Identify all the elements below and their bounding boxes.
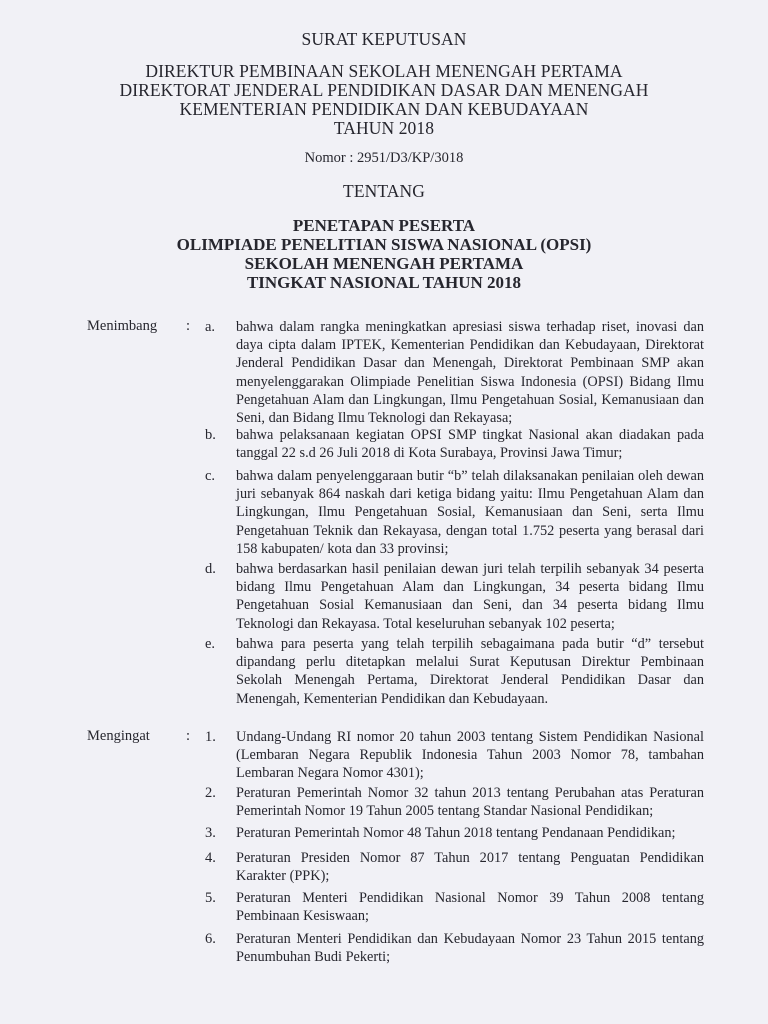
item-text: bahwa para peserta yang telah terpilih sebagaimana pada butir “d” tersebut dipandang perlu ditetapkan melalui Surat Keputusan Direktur Pembinaan Sekolah Menengah Pertama, Direktorat Jenderal Pendidikan Dasar dan Menengah, Kementerian Pendidikan dan Kebudayaan. xyxy=(236,636,704,707)
subject-line-4: TINGKAT NASIONAL TAHUN 2018 xyxy=(246,273,522,292)
menimbang-colon: : xyxy=(186,318,191,334)
item-text: bahwa pelaksanaan kegiatan OPSI SMP tingkat Nasional akan diadakan pada tanggal 22 s.d 26 Juli 2018 di Kota Surabaya, Provinsi Jawa Timur; xyxy=(236,427,704,462)
item-text: Peraturan Pemerintah Nomor 32 tahun 2013 tentang Perubahan atas Peraturan Pemerintah Nomor 19 Tahun 2005 tentang Standar Nasional Pendidikan; xyxy=(236,785,704,820)
menimbang-label: Menimbang xyxy=(87,318,158,334)
subject-line-3: SEKOLAH MENENGAH PERTAMA xyxy=(244,254,524,273)
mengingat-label: Mengingat xyxy=(87,728,150,744)
item-marker: c. xyxy=(205,468,216,484)
item-marker: b. xyxy=(205,427,216,443)
item-marker: 4. xyxy=(205,850,216,866)
item-marker: 3. xyxy=(205,825,216,841)
issuer-line-2: DIREKTORAT JENDERAL PENDIDIKAN DASAR DAN MENENGAH xyxy=(119,80,649,100)
item-text: Peraturan Pemerintah Nomor 48 Tahun 2018 tentang Pendanaan Pendidikan; xyxy=(236,825,676,841)
item-marker: a. xyxy=(205,319,216,335)
mengingat-colon: : xyxy=(186,728,191,744)
item-marker: e. xyxy=(205,636,216,652)
item-text: Peraturan Presiden Nomor 87 Tahun 2017 tentang Penguatan Pendidikan Karakter (PPK); xyxy=(236,850,704,885)
item-text: Peraturan Menteri Pendidikan dan Kebudayaan Nomor 23 Tahun 2015 tentang Penumbuhan Budi Pekerti; xyxy=(236,931,704,966)
item-marker: 1. xyxy=(205,729,216,745)
subject-line-2: OLIMPIADE PENELITIAN SISWA NASIONAL (OPSI) xyxy=(176,235,592,254)
item-text: Undang-Undang RI nomor 20 tahun 2003 tentang Sistem Pendidikan Nasional (Lembaran Negara Republik Indonesia Tahun 2003 Nomor 78, tambahan Lembaran Negara Nomor 4301); xyxy=(236,729,704,782)
subject-line-1: PENETAPAN PESERTA xyxy=(292,216,476,235)
tentang-heading: TENTANG xyxy=(343,181,425,201)
item-text: bahwa berdasarkan hasil penilaian dewan juri telah terpilih sebanyak 34 peserta bidang Ilmu Pengetahuan Alam dan Lingkungan, 34 peserta bidang Ilmu Pengetahuan Sosial Kemanusiaan dan Seni, dan 34 peserta bidang Ilmu Teknologi dan Rekayasa. Total keseluruhan sebanyak 102 peserta; xyxy=(236,561,704,632)
item-text: bahwa dalam rangka meningkatkan apresiasi siswa terhadap riset, inovasi dan daya cipta dalam IPTEK, Kementerian Pendidikan dan Kebudayaan, Direktorat Jenderal Pendidikan Dasar dan Menengah, Direktorat Pembinaan SMP akan menyelenggarakan Olimpiade Penelitian Siswa Indonesia (OPSI) Bidang Ilmu Pengetahuan Alam dan Lingkungan, Ilmu Pengetahuan Sosial, Kemanusiaan dan Seni, dan Bidang Ilmu Teknologi dan Rekayasa; xyxy=(236,319,704,427)
item-text: Peraturan Menteri Pendidikan Nasional Nomor 39 Tahun 2008 tentang Pembinaan Kesiswaan; xyxy=(236,890,704,925)
item-marker: d. xyxy=(205,561,216,577)
item-marker: 5. xyxy=(205,890,216,906)
document-title: SURAT KEPUTUSAN xyxy=(301,29,467,49)
issuer-line-1: DIREKTUR PEMBINAAN SEKOLAH MENENGAH PERTAMA xyxy=(145,61,623,81)
item-marker: 6. xyxy=(205,931,216,947)
item-marker: 2. xyxy=(205,785,216,801)
item-text: bahwa dalam penyelenggaraan butir “b” telah dilaksanakan penilaian oleh dewan juri sebanyak 864 naskah dari ketiga bidang yaitu: Ilmu Pengetahuan Alam dan Lingkungan, Ilmu Pengetahuan Sosial, Kemanusiaan dan Seni, serta Ilmu Pengetahuan Teknik dan Rekayasa, dengan total 1.752 peserta yang berasal dari 158 kabupaten/ kota dan 33 provinsi; xyxy=(236,468,704,557)
issuer-line-3: KEMENTERIAN PENDIDIKAN DAN KEBUDAYAAN xyxy=(179,99,589,119)
decree-number: Nomor : 2951/D3/KP/3018 xyxy=(304,150,464,166)
issuer-year: TAHUN 2018 xyxy=(333,118,435,138)
